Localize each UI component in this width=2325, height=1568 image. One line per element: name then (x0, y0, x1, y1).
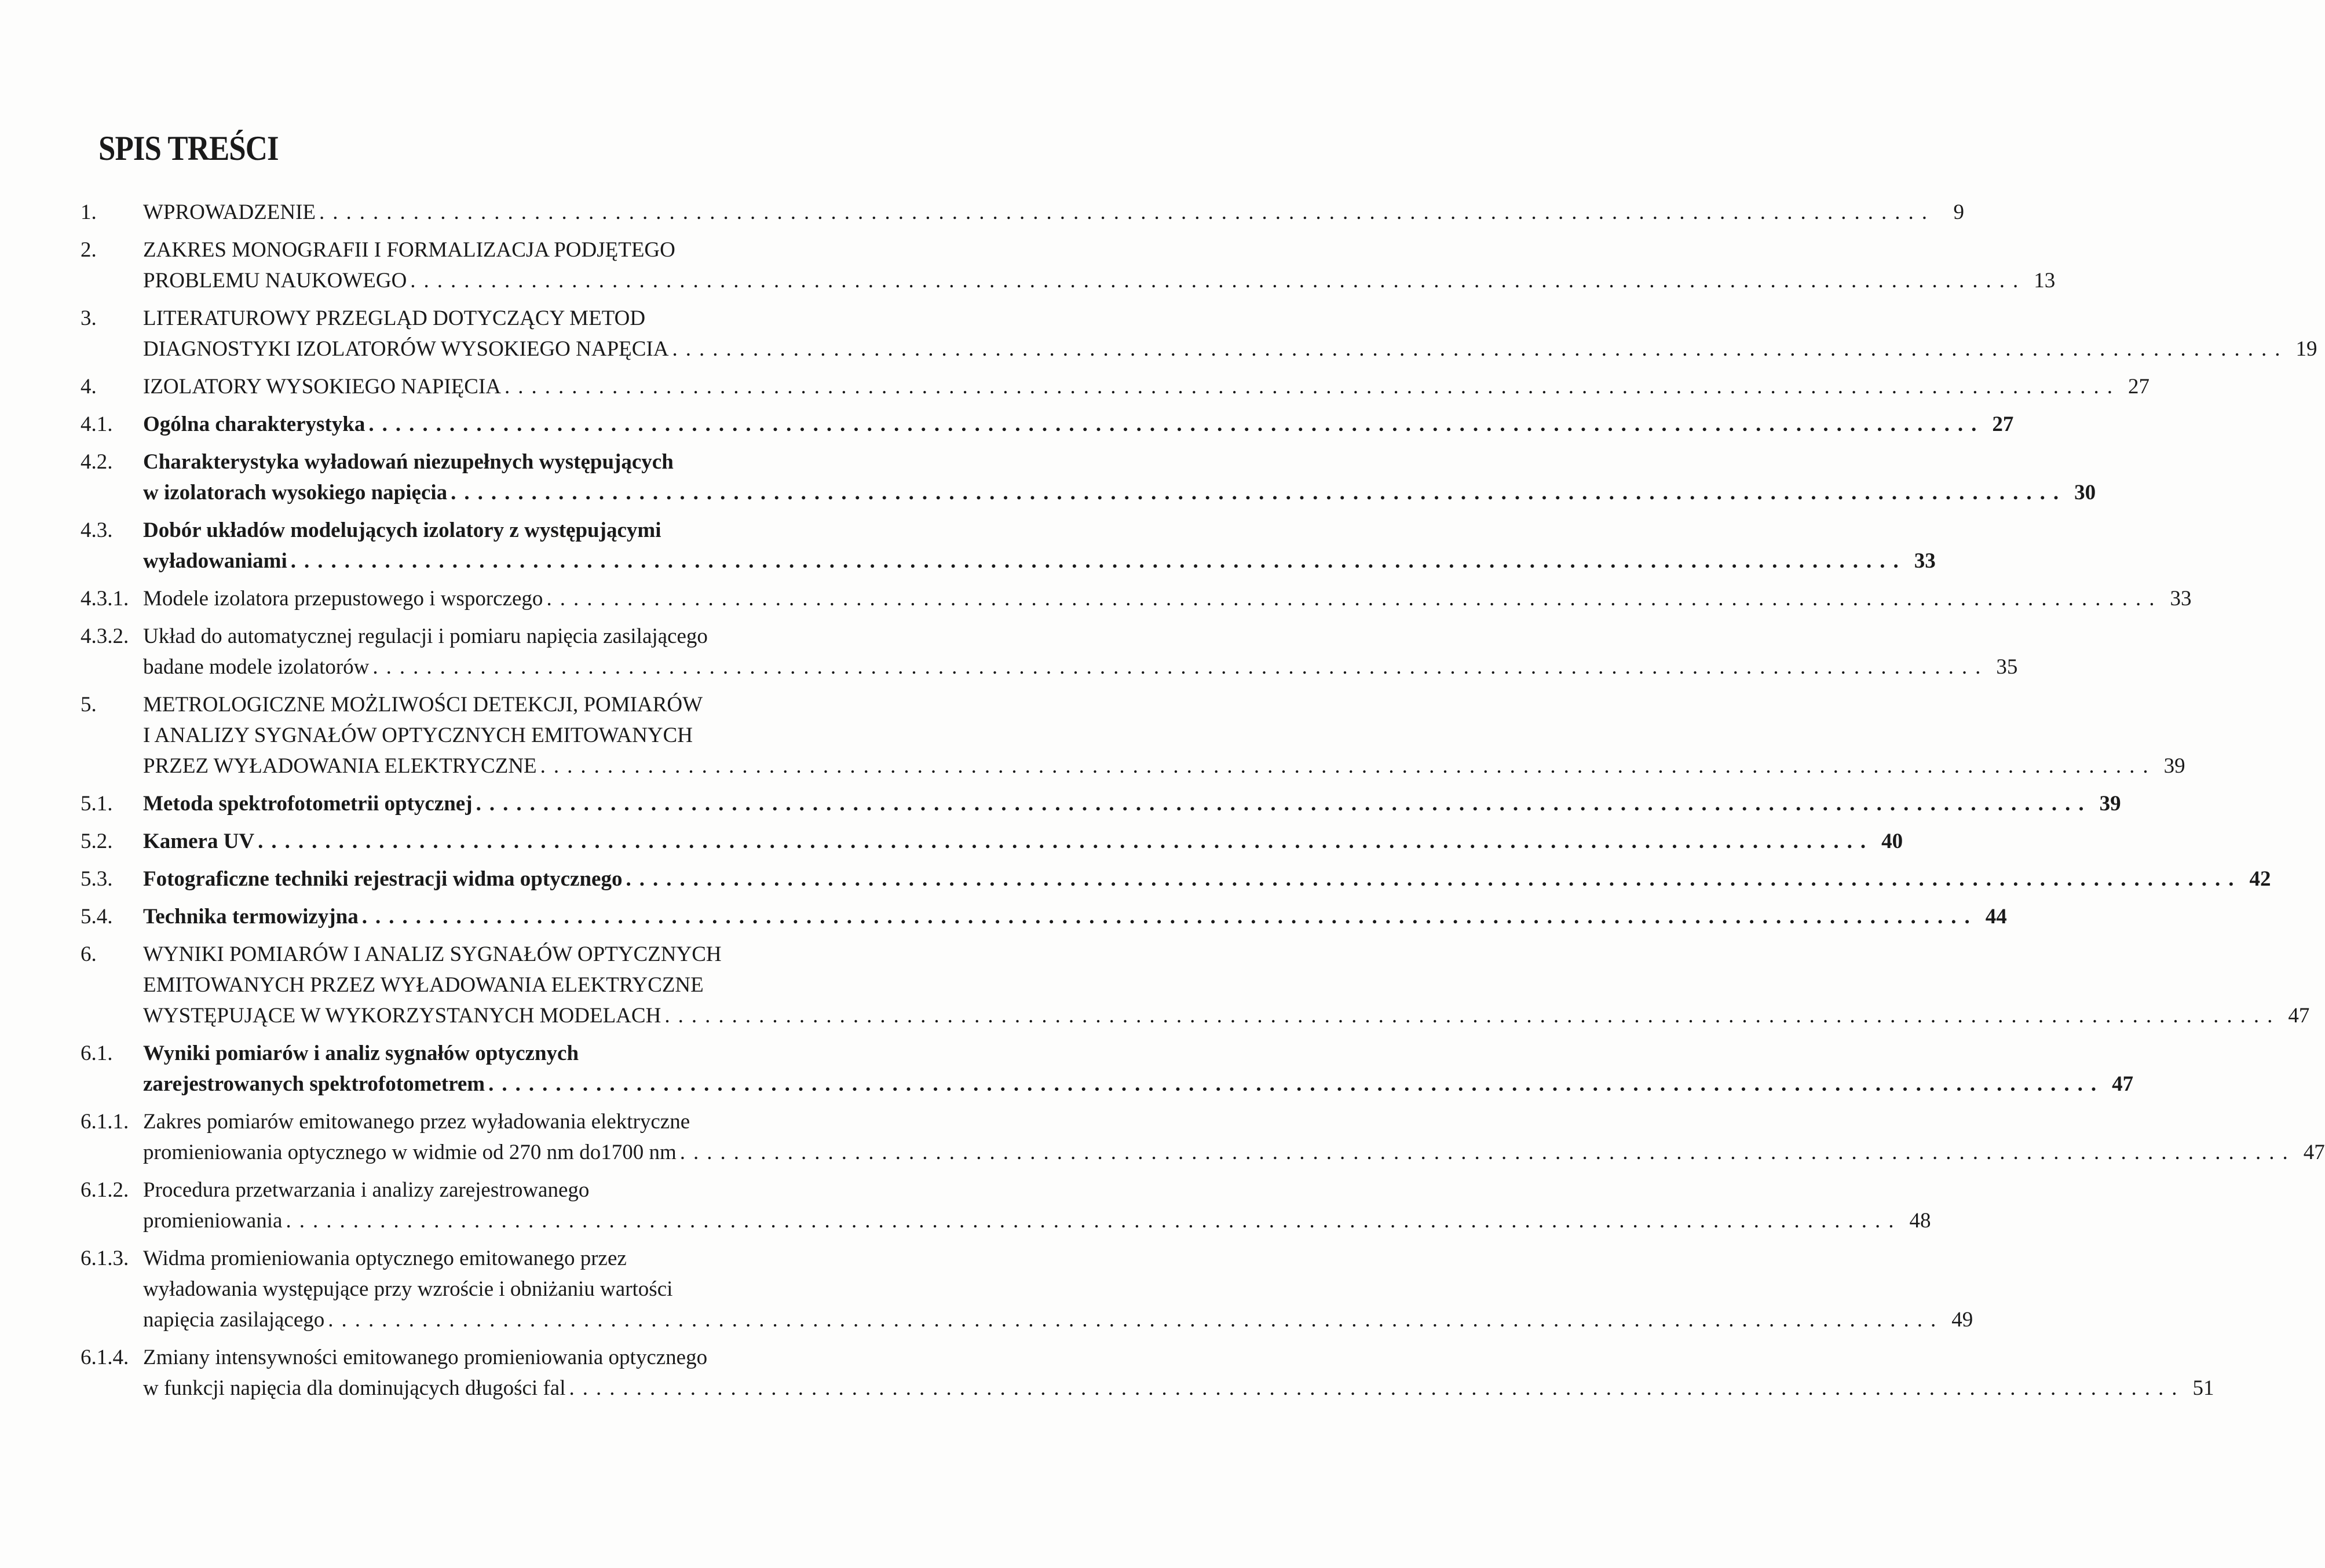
section-title-line: PROBLEMU NAUKOWEGO (143, 269, 407, 293)
section-number: 5.4. (81, 905, 113, 929)
toc-entry[interactable] (81, 1175, 1931, 1236)
page-number: 27 (2128, 375, 2150, 399)
section-number: 5. (81, 693, 97, 717)
leader-dots: ........................................................................................................................ (505, 375, 2121, 399)
section-title-line: promieniowania (143, 1209, 283, 1233)
section-number: 4.1. (81, 412, 113, 436)
section-title-line: wyładowaniami (143, 549, 287, 573)
section-title-line: Ogólna charakterystyka (143, 412, 365, 436)
section-title-line: w izolatorach wysokiego napięcia (143, 481, 448, 505)
section-number: 6. (81, 942, 97, 966)
section-title-line: IZOLATORY WYSOKIEGO NAPIĘCIA (143, 375, 502, 399)
section-title-line: METROLOGICZNE MOŻLIWOŚCI DETEKCJI, POMIARÓW (143, 693, 703, 717)
toc-entry[interactable] (81, 583, 2192, 614)
section-number: 2. (81, 238, 97, 262)
section-title-line: Procedura przetwarzania i analizy zarejestrowanego (143, 1178, 590, 1202)
toc-entry[interactable] (81, 1038, 2134, 1099)
section-title-line: WPROWADZENIE (143, 200, 316, 224)
leader-dots: ........................................................................................................................ (488, 1072, 2105, 1096)
toc-entry[interactable] (81, 788, 2121, 819)
section-number: 5.3. (81, 867, 113, 891)
toc-entry[interactable] (81, 371, 2150, 402)
leader-dots: ........................................................................................................................ (319, 200, 1936, 224)
page-number: 27 (1992, 412, 2014, 436)
section-title-line: zarejestrowanych spektrofotometrem (143, 1072, 485, 1096)
section-number: 4. (81, 375, 97, 399)
toc-entry[interactable] (81, 826, 1903, 857)
page-number: 39 (2099, 792, 2121, 816)
section-number: 1. (81, 200, 97, 224)
page-number: 9 (1953, 200, 1965, 224)
leader-dots: ........................................................................................................................ (258, 829, 1874, 853)
page-number: 40 (1881, 829, 1903, 853)
toc-entry[interactable] (81, 515, 1936, 576)
toc-entry[interactable] (81, 939, 2310, 1031)
leader-dots: ........................................................................................................................ (546, 587, 2163, 611)
section-number: 4.2. (81, 450, 113, 474)
leader-dots: ........................................................................................................................ (476, 792, 2092, 816)
page-number: 47 (2303, 1141, 2325, 1164)
leader-dots: ........................................................................................................................ (672, 337, 2289, 361)
leader-dots: ........................................................................................................................ (290, 549, 1907, 573)
section-title-line: napięcia zasilającego (143, 1308, 325, 1332)
leader-dots: ........................................................................................................................ (328, 1308, 1944, 1332)
section-number: 4.3.2. (81, 624, 129, 648)
section-number: 6.1.4. (81, 1346, 129, 1369)
toc-entry[interactable] (81, 901, 2007, 932)
section-title-line: DIAGNOSTYKI IZOLATORÓW WYSOKIEGO NAPĘCIA (143, 337, 669, 361)
section-title-line: EMITOWANYCH PRZEZ WYŁADOWANIA ELEKTRYCZNE (143, 973, 704, 997)
leader-dots: ........................................................................................................................ (410, 269, 2027, 293)
toc-entry[interactable] (81, 1243, 1973, 1335)
section-title-line: ZAKRES MONOGRAFII I FORMALIZACJA PODJĘTEGO (143, 238, 675, 262)
section-title-line: I ANALIZY SYGNAŁÓW OPTYCZNYCH EMITOWANYCH (143, 723, 693, 747)
page-number: 42 (2249, 867, 2271, 891)
leader-dots: ........................................................................................................................ (286, 1209, 1902, 1233)
section-number: 5.2. (81, 829, 113, 853)
page-number: 48 (1909, 1209, 1931, 1233)
toc-entry[interactable] (81, 303, 2317, 364)
page-number: 13 (2034, 269, 2056, 293)
section-number: 5.1. (81, 792, 113, 816)
section-number: 6.1. (81, 1041, 113, 1065)
section-title-line: WYSTĘPUJĄCE W WYKORZYSTANYCH MODELACH (143, 1004, 661, 1028)
section-title-line: Wyniki pomiarów i analiz sygnałów optycznych (143, 1041, 579, 1065)
section-number: 6.1.1. (81, 1110, 129, 1134)
section-title-line: Technika termowizyjna (143, 905, 359, 929)
page-number: 47 (2112, 1072, 2134, 1096)
section-title-line: Kamera UV (143, 829, 255, 853)
leader-dots: ........................................................................................................................ (664, 1004, 2281, 1028)
leader-dots: ........................................................................................................................ (361, 905, 1978, 929)
toc-entry[interactable] (81, 1106, 2325, 1168)
section-title-line: Modele izolatora przepustowego i wsporczego (143, 587, 543, 611)
section-title-line: Zakres pomiarów emitowanego przez wyładowania elektryczne (143, 1110, 690, 1134)
page-number: 44 (1985, 905, 2007, 929)
section-title-line: Charakterystyka wyładowań niezupełnych występujących (143, 450, 674, 474)
page-number: 47 (2288, 1004, 2310, 1028)
leader-dots: ........................................................................................................................ (569, 1376, 2185, 1400)
page-number: 19 (2295, 337, 2317, 361)
page-number: 51 (2192, 1376, 2214, 1400)
leader-dots: ........................................................................................................................ (451, 481, 2067, 505)
section-title-line: Metoda spektrofotometrii optycznej (143, 792, 473, 816)
page-number: 30 (2074, 481, 2096, 505)
section-number: 3. (81, 306, 97, 330)
table-of-contents (81, 197, 2325, 1410)
page-number: 35 (1996, 655, 2018, 679)
leader-dots: ........................................................................................................................ (540, 754, 2156, 778)
section-number: 4.3.1. (81, 587, 129, 611)
section-number: 6.1.2. (81, 1178, 129, 1202)
leader-dots: ........................................................................................................................ (626, 867, 2242, 891)
section-title-line: Układ do automatycznej regulacji i pomiaru napięcia zasilającego (143, 624, 708, 648)
page-number: 33 (2170, 587, 2192, 611)
leader-dots: ........................................................................................................................ (679, 1141, 2296, 1164)
page-number: 33 (1914, 549, 1936, 573)
toc-entry[interactable] (81, 864, 2271, 894)
leader-dots: ........................................................................................................................ (372, 655, 1989, 679)
section-title-line: promieniowania optycznego w widmie od 270 nm do1700 nm (143, 1141, 677, 1164)
toc-entry[interactable] (81, 235, 2056, 296)
section-title-line: Widma promieniowania optycznego emitowanego przez (143, 1247, 627, 1270)
section-title-line: w funkcji napięcia dla dominujących długości fal (143, 1376, 566, 1400)
toc-entry[interactable] (81, 447, 2096, 508)
section-title-line: WYNIKI POMIARÓW I ANALIZ SYGNAŁÓW OPTYCZNYCH (143, 942, 722, 966)
toc-entry[interactable] (81, 621, 2018, 682)
page-number: 49 (1951, 1308, 1973, 1332)
page-number: 39 (2163, 754, 2185, 778)
section-title-line: Fotograficzne techniki rejestracji widma optycznego (143, 867, 623, 891)
page-title: SPIS TREŚCI (98, 129, 279, 167)
section-title-line: wyładowania występujące przy wzroście i obniżaniu wartości (143, 1277, 673, 1301)
section-number: 4.3. (81, 518, 113, 542)
toc-entry[interactable] (81, 1342, 2214, 1403)
toc-entry[interactable] (81, 197, 1965, 228)
section-title-line: badane modele izolatorów (143, 655, 370, 679)
toc-entry[interactable] (81, 409, 2014, 440)
section-title-line: Zmiany intensywności emitowanego promieniowania optycznego (143, 1346, 708, 1369)
leader-dots: ........................................................................................................................ (368, 412, 1985, 436)
section-title-line: PRZEZ WYŁADOWANIA ELEKTRYCZNE (143, 754, 537, 778)
section-title-line: LITERATUROWY PRZEGLĄD DOTYCZĄCY METOD (143, 306, 646, 330)
section-title-line: Dobór układów modelujących izolatory z występującymi (143, 518, 661, 542)
toc-entry[interactable] (81, 689, 2185, 781)
section-number: 6.1.3. (81, 1247, 129, 1270)
